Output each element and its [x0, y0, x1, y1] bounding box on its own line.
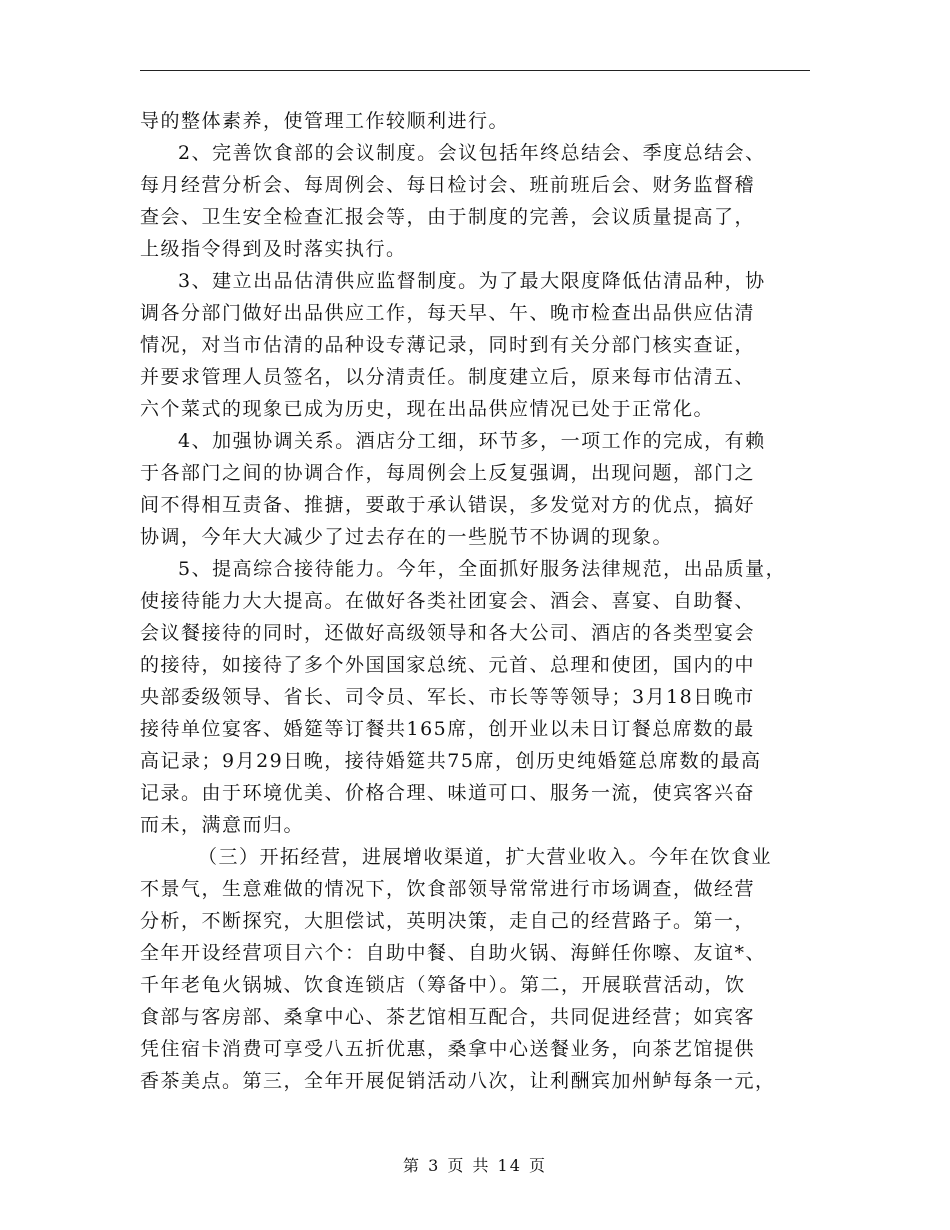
text-line: 5、提高综合接待能力。今年，全面抓好服务法律规范，出品质量， — [178, 558, 787, 580]
text-line: 4、加强协调关系。酒店分工细，环节多，一项工作的完成，有赖 — [178, 430, 766, 452]
text-line: 并要求管理人员签名，以分清责任。制度建立后，原来每市估清五、 — [140, 366, 756, 388]
document-body — [140, 105, 820, 1097]
header-rule — [140, 70, 810, 71]
text-line: 接待单位宴客、婚筵等订餐共165席，创开业以未日订餐总席数的最 — [140, 718, 755, 740]
text-line: 高记录；9月29日晚，接待婚筵共75席，创历史纯婚筵总席数的最高 — [140, 750, 762, 772]
text-line: 香茶美点。第三，全年开展促销活动八次，让利酬宾加州鲈每条一元， — [140, 1070, 776, 1092]
text-line: 会议餐接待的同时，还做好高级领导和各大公司、酒店的各类型宴会 — [140, 622, 756, 644]
text-line: 上级指令得到及时落实执行。 — [140, 238, 407, 260]
text-line: 于各部门之间的协调合作，每周例会上反复强调，出现问题，部门之 — [140, 462, 756, 484]
text-line: 六个菜式的现象已成为历史，现在出品供应情况已处于正常化。 — [140, 398, 715, 420]
text-line: 记录。由于环境优美、价格合理、味道可口、服务一流，使宾客兴奋 — [140, 782, 756, 804]
text-line: 而未，满意而归。 — [140, 814, 305, 836]
text-line: 间不得相互责备、推搪，要敢于承认错误，多发觉对方的优点，搞好 — [140, 494, 756, 516]
text-line: 的接待，如接待了多个外国国家总统、元首、总理和使团，国内的中 — [140, 654, 756, 676]
text-line: 分析，不断探究，大胆偿试，英明决策，走自己的经营路子。第一， — [140, 910, 756, 932]
text-line: （三）开拓经营，进展增收渠道，扩大营业收入。今年在饮食业 — [198, 846, 773, 868]
text-line: 凭住宿卡消费可享受八五折优惠，桑拿中心送餐业务，向茶艺馆提供 — [140, 1038, 756, 1060]
text-line: 2、完善饮食部的会议制度。会议包括年终总结会、季度总结会、 — [178, 142, 766, 164]
text-line: 使接待能力大大提高。在做好各类社团宴会、酒会、喜宴、自助餐、 — [140, 590, 756, 612]
text-line: 不景气，生意难做的情况下，饮食部领导常常进行市场调查，做经营 — [140, 878, 756, 900]
text-line: 协调，今年大大减少了过去存在的一些脱节不协调的现象。 — [140, 526, 674, 548]
text-line: 导的整体素养，使管理工作较顺利进行。 — [140, 110, 510, 132]
text-line: 情况，对当市估清的品种设专薄记录，同时到有关分部门核实查证， — [140, 334, 756, 356]
text-line: 查会、卫生安全检查汇报会等，由于制度的完善，会议质量提高了， — [140, 206, 756, 228]
text-line: 千年老龟火锅城、饮食连锁店（筹备中）。第二，开展联营活动，饮 — [140, 974, 746, 996]
text-line: 调各分部门做好出品供应工作，每天早、午、晚市检查出品供应估清 — [140, 302, 756, 324]
text-line: 3、建立出品估清供应监督制度。为了最大限度降低估清品种，协 — [178, 270, 766, 292]
page-number: 第 3 页 共 14 页 — [403, 1156, 547, 1175]
text-line: 每月经营分析会、每周例会、每日检讨会、班前班后会、财务监督稽 — [140, 174, 756, 196]
text-line: 食部与客房部、桑拿中心、茶艺馆相互配合，共同促进经营；如宾客 — [140, 1006, 756, 1028]
text-line: 央部委级领导、省长、司令员、军长、市长等等领导；3月18日晚市 — [140, 686, 755, 708]
text-line: 全年开设经营项目六个：自助中餐、自助火锅、海鲜任你嚓、友谊*、 — [140, 942, 767, 964]
